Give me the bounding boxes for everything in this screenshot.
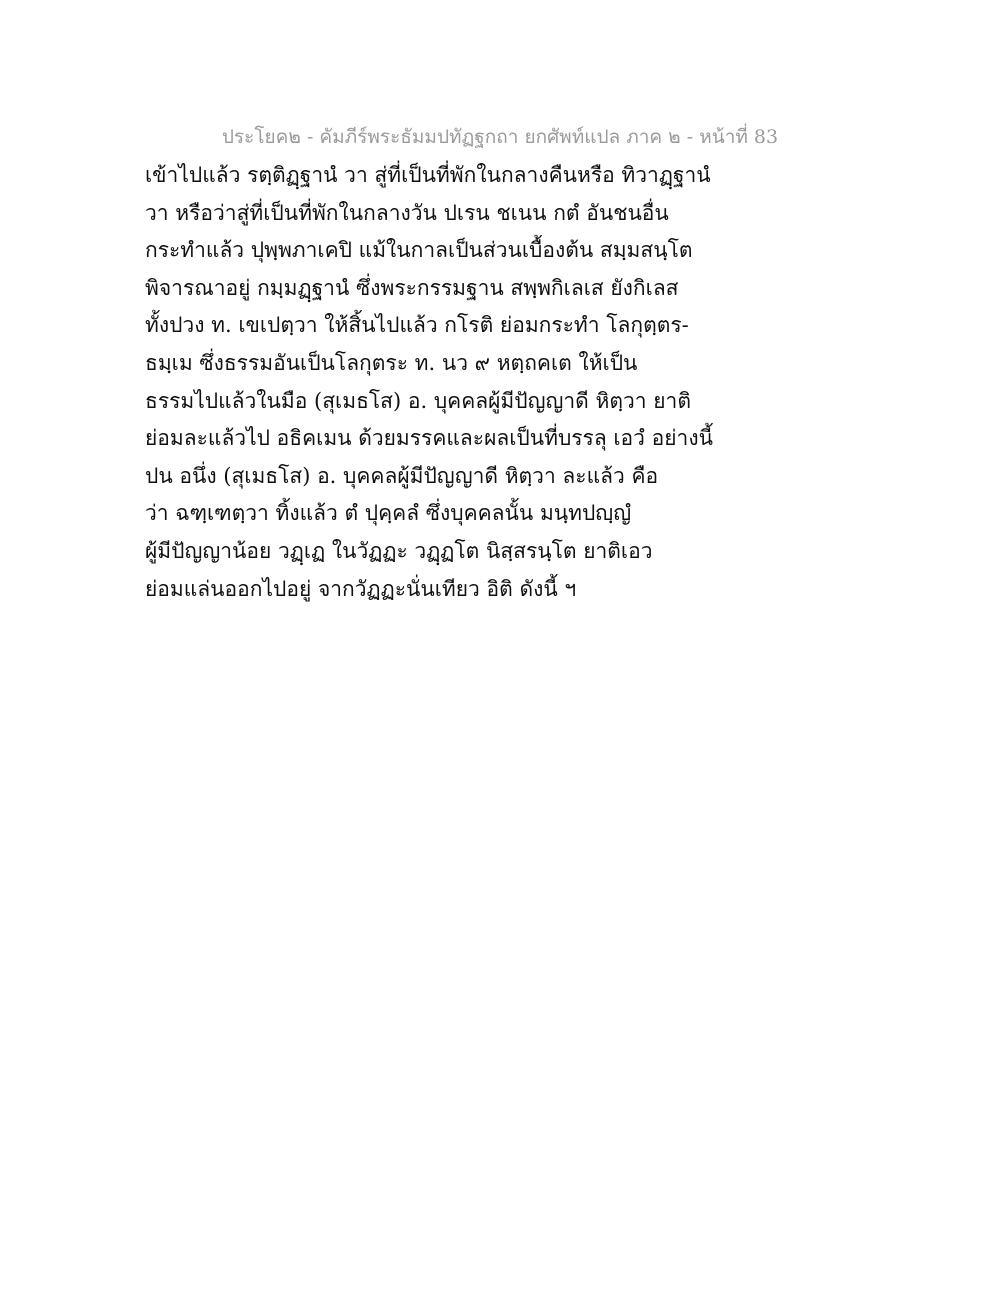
text-line: พิจารณาอยู่ กมฺมฏฺฐานํ ซึ่งพระกรรมฐาน สพฺพกิเลเส ยังกิเลส	[145, 275, 679, 300]
text-line: กระทำแล้ว ปุพฺพภาเคปิ แม้ในกาลเป็นส่วนเบื้องต้น สมฺมสนฺโต	[145, 238, 693, 263]
text-line: ย่อมแล่นออกไปอยู่ จากวัฏฏะนั่นเทียว อิติ ดังนี้ ฯ	[145, 576, 577, 601]
text-line: ธรรมไปแล้วในมือ (สุเมธโส) อ. บุคคลผู้มีปัญญาดี หิตฺวา ยาติ	[145, 388, 691, 413]
text-line: ว่า ฉฑฺเฑตฺวา ทิ้งแล้ว ตํ ปุคฺคลํ ซึ่งบุคคลนั้น มนฺทปญฺญํ	[145, 501, 632, 526]
text-line: ปน อนึ่ง (สุเมธโส) อ. บุคคลผู้มีปัญญาดี หิตฺวา ละแล้ว คือ	[145, 463, 659, 488]
text-line: ย่อมละแล้วไป อธิคเมน ด้วยมรรคและผลเป็นที่บรรลุ เอวํ อย่างนี้	[145, 426, 713, 451]
body-text	[145, 157, 713, 608]
text-line: เข้าไปแล้ว รตฺติฏฺฐานํ วา สู่ที่เป็นที่พักในกลางคืนหรือ ทิวาฏฺฐานํ	[145, 163, 711, 187]
page-header: ประโยค๒ - คัมภีร์พระธัมมปทัฏฐกถา ยกศัพท์แปล ภาค ๒ - หน้าที่ 83	[221, 126, 779, 148]
text-line: วา หรือว่าสู่ที่เป็นที่พักในกลางวัน ปเรน ชเนน กตํ อันชนอื่น	[145, 200, 669, 225]
text-line: ผู้มีปัญญาน้อย วฏฺเฏ ในวัฏฏะ วฏฺฏโต นิสฺสรนฺโต ยาติเอว	[145, 538, 653, 563]
text-line: ทั้งปวง ท. เขเปตฺวา ให้สิ้นไปแล้ว กโรติ ย่อมกระทำ โลกุตฺตร-	[145, 313, 689, 338]
text-line: ธมฺเม ซึ่งธรรมอันเป็นโลกุตระ ท. นว ๙ หตฺถคเต ให้เป็น	[145, 350, 638, 375]
